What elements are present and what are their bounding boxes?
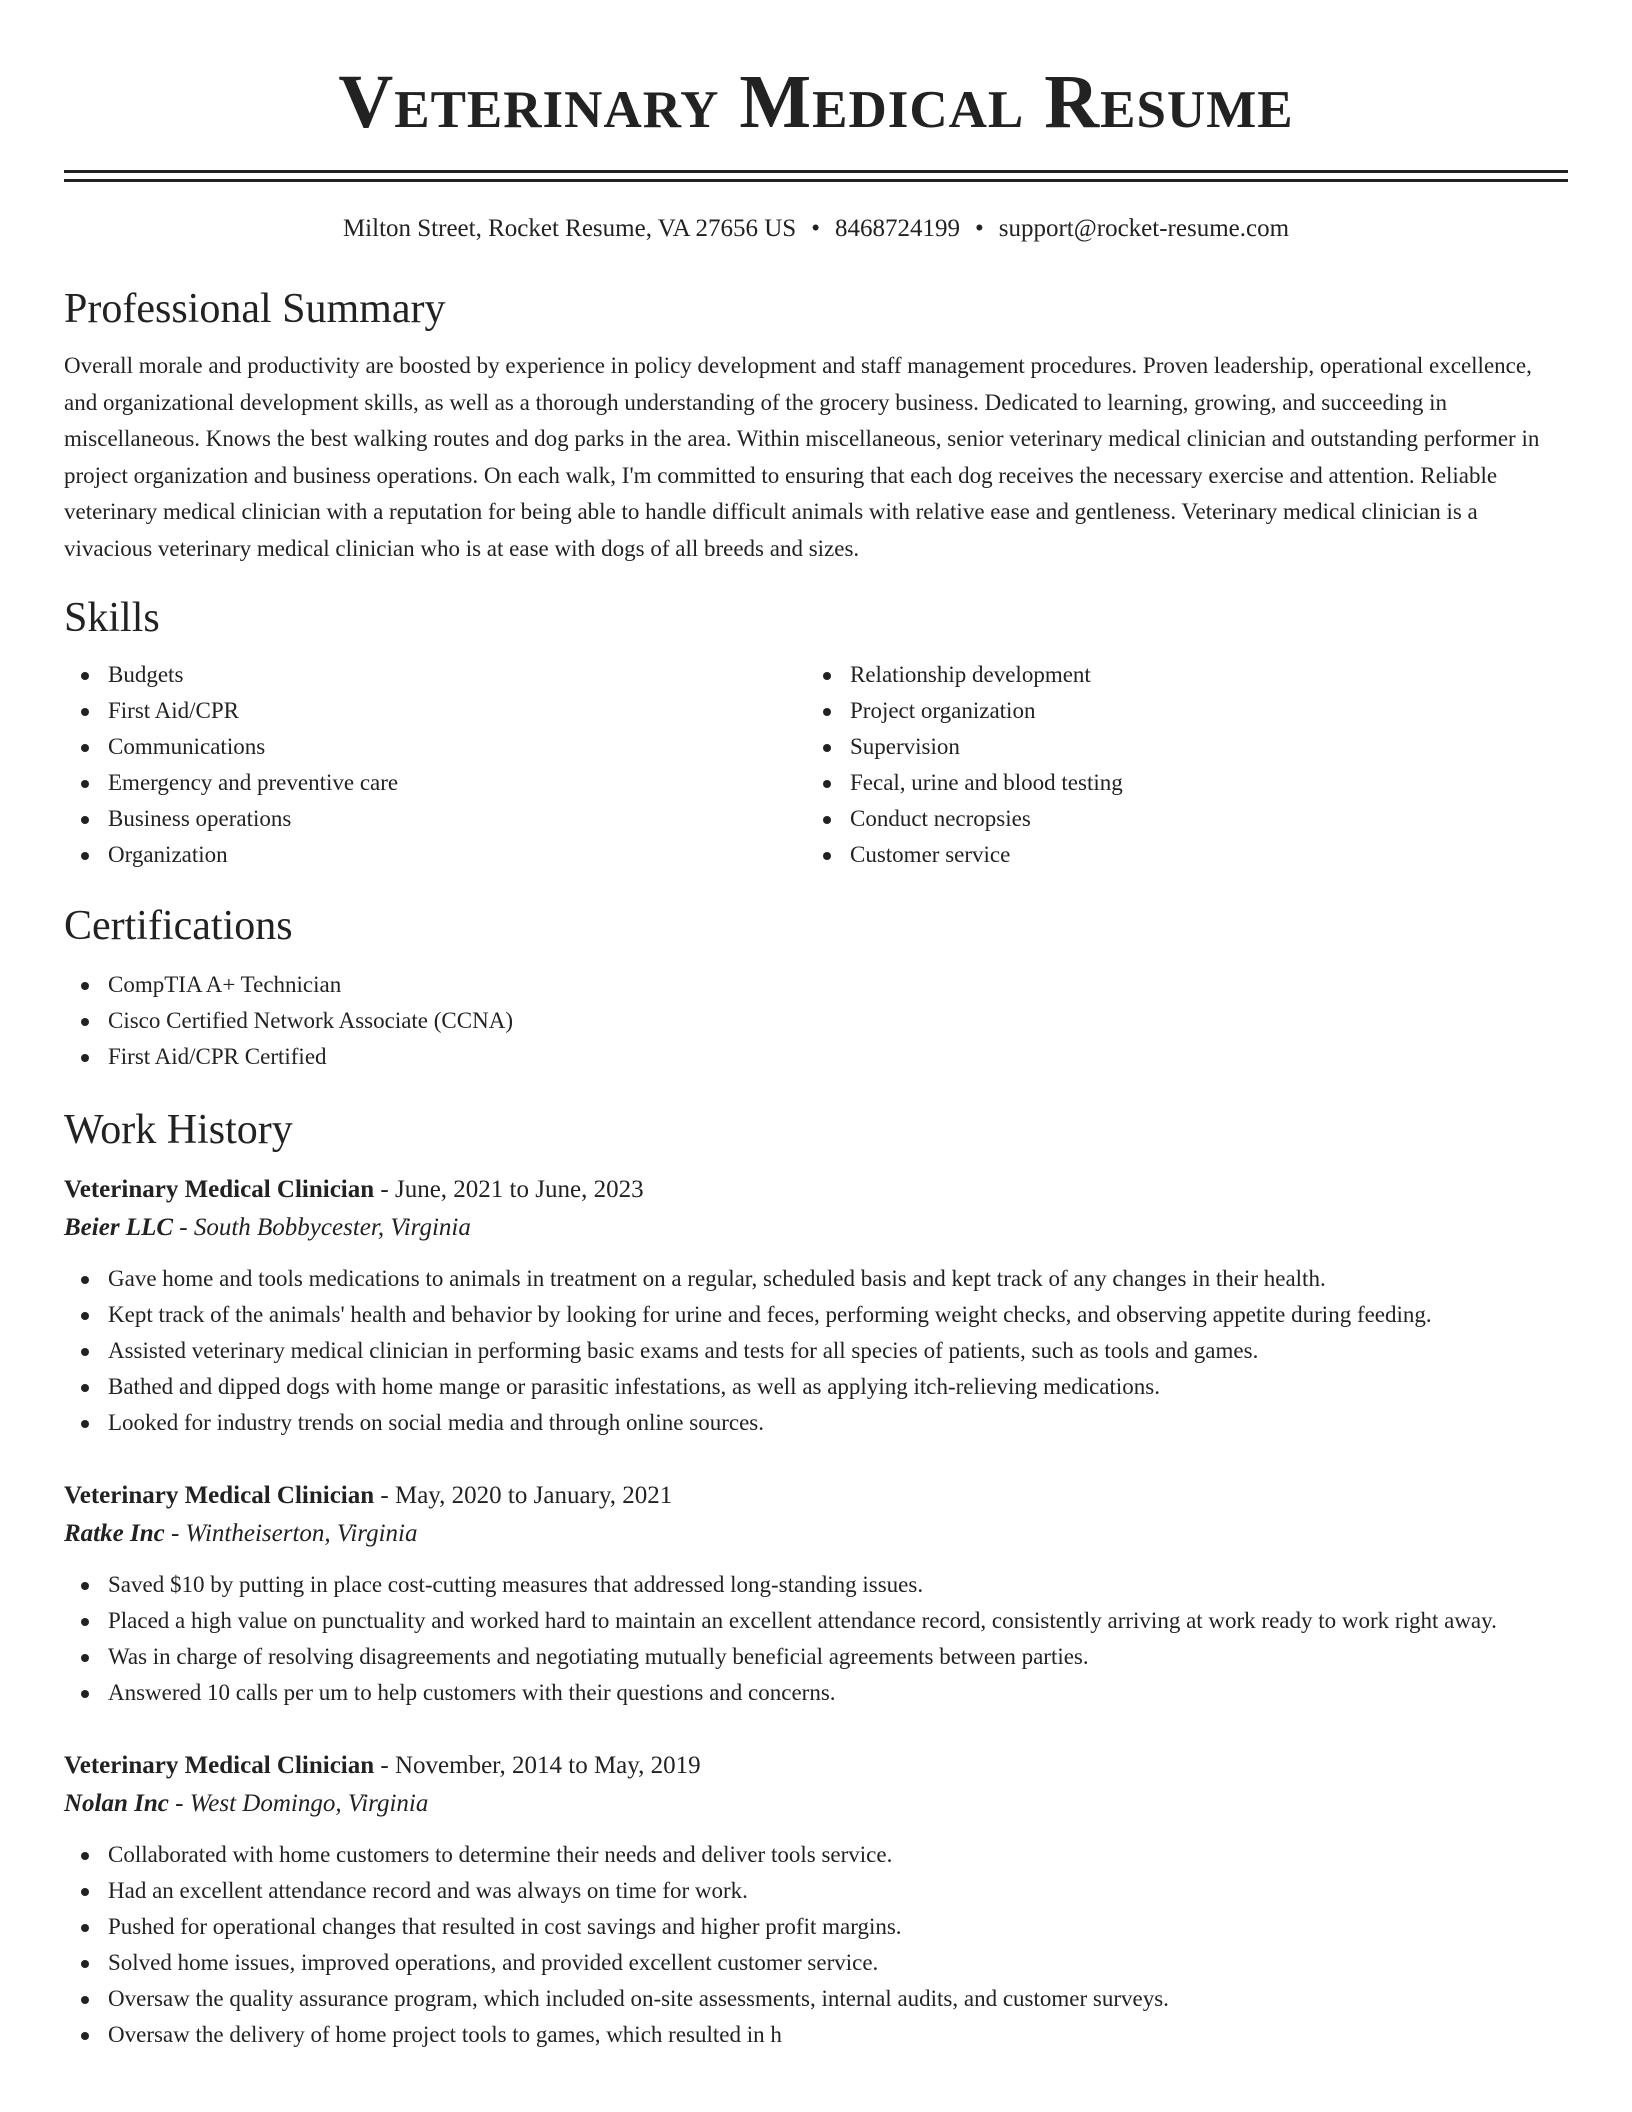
skill-item: Organization (108, 837, 806, 873)
skill-item: Fecal, urine and blood testing (850, 765, 1548, 801)
contact-separator: • (974, 215, 984, 242)
job-bullet: Was in charge of resolving disagreements and negotiating mutually beneficial agreements between parties. (108, 1639, 1568, 1675)
skill-item: Business operations (108, 801, 806, 837)
job-bullet: Kept track of the animals' health and behavior by looking for urine and feces, performing weight checks, and observing appetite during feeding. (108, 1297, 1568, 1333)
certification-item: First Aid/CPR Certified (108, 1039, 1568, 1075)
summary-text: Overall morale and productivity are boosted by experience in policy development and staff management procedures. Proven leadership, operational excellence, and organizational development skills, as well as a thorough understanding of the grocery business. Dedicated to learning, growing, and succeeding in miscellaneous. Knows the best walking routes and dog parks in the area. Within miscellaneous, senior veterinary medical clinician and outstanding performer in project organization and business operations. On each walk, I'm committed to ensuring that each dog receives the necessary exercise and attention. Reliable veterinary medical clinician with a reputation for being able to handle difficult animals with relative ease and gentleness. Veterinary medical clinician is a vivacious veterinary medical clinician who is at ease with dogs of all breeds and sizes. (64, 353, 1540, 561)
job-location: - South Bobbycester, Virginia (173, 1214, 471, 1241)
job-bullet: Saved $10 by putting in place cost-cutting measures that addressed long-standing issues. (108, 1567, 1568, 1603)
certification-item: Cisco Certified Network Associate (CCNA) (108, 1003, 1568, 1039)
job-role: Veterinary Medical Clinician (64, 1482, 375, 1509)
certifications-heading: Certifications (64, 903, 293, 949)
skill-item: Budgets (108, 657, 806, 693)
skills-column-right (806, 657, 1548, 873)
contact-separator: • (811, 215, 820, 242)
contact-email: support@rocket-resume.com (998, 215, 1290, 242)
job-bullets (64, 1567, 1568, 1711)
job-bullets (64, 1261, 1568, 1441)
job-title-line (64, 1477, 1568, 1515)
resume-page (64, 0, 1568, 2053)
job-bullet: Answered 10 calls per um to help customers with their questions and concerns. (108, 1675, 1568, 1711)
contact-line (64, 214, 1568, 244)
title-rule-bottom (64, 179, 1568, 182)
job-company: Beier LLC (64, 1214, 174, 1241)
skill-item: Supervision (850, 729, 1548, 765)
job-role: Veterinary Medical Clinician (64, 1752, 375, 1779)
job-company-line (64, 1515, 1568, 1553)
skill-item: Project organization (850, 693, 1548, 729)
contact-phone: 8468724199 (834, 215, 960, 242)
work-history-heading: Work History (64, 1107, 293, 1153)
summary-heading: Professional Summary (64, 286, 446, 332)
job-company: Nolan Inc (64, 1790, 169, 1817)
job-bullet: Collaborated with home customers to determine their needs and deliver tools service. (108, 1837, 1568, 1873)
job-location: - West Domingo, Virginia (168, 1790, 429, 1817)
job-bullet: Looked for industry trends on social media and through online sources. (108, 1405, 1568, 1441)
job-bullet: Oversaw the delivery of home project tools to games, which resulted in h (108, 2017, 1568, 2053)
job-bullet: Assisted veterinary medical clinician in performing basic exams and tests for all species of patients, such as tools and games. (108, 1333, 1568, 1369)
job-bullet: Bathed and dipped dogs with home mange or parasitic infestations, as well as applying itch-relieving medications. (108, 1369, 1568, 1405)
resume-title: Veterinary Medical Resume (338, 60, 1294, 144)
skill-item: Relationship development (850, 657, 1548, 693)
job-title-line (64, 1171, 1568, 1209)
skills-list-right (806, 657, 1548, 873)
job-company-line (64, 1785, 1568, 1823)
certifications-list (64, 967, 1568, 1075)
skill-item: Communications (108, 729, 806, 765)
job-company-line (64, 1209, 1568, 1247)
job-dates: - November, 2014 to May, 2019 (374, 1752, 701, 1779)
job-entry (64, 1747, 1568, 2053)
job-bullets (64, 1837, 1568, 2053)
skills-heading: Skills (64, 595, 160, 641)
skill-item: Emergency and preventive care (108, 765, 806, 801)
certification-item: CompTIA A+ Technician (108, 967, 1568, 1003)
job-title-line (64, 1747, 1568, 1785)
job-bullet: Had an excellent attendance record and was always on time for work. (108, 1873, 1568, 1909)
job-bullet: Placed a high value on punctuality and worked hard to maintain an excellent attendance record, consistently arriving at work ready to work right away. (108, 1603, 1568, 1639)
skill-item: Customer service (850, 837, 1548, 873)
contact-address: Milton Street, Rocket Resume, VA 27656 US (342, 215, 797, 242)
job-location: - Wintheiserton, Virginia (164, 1520, 418, 1547)
job-dates: - May, 2020 to January, 2021 (374, 1482, 673, 1509)
skills-column-left (64, 657, 806, 873)
job-bullet: Pushed for operational changes that resulted in cost savings and higher profit margins. (108, 1909, 1568, 1945)
skills-list-left (64, 657, 806, 873)
job-bullet: Gave home and tools medications to animals in treatment on a regular, scheduled basis and kept track of any changes in their health. (108, 1261, 1568, 1297)
job-company: Ratke Inc (64, 1520, 165, 1547)
job-entry (64, 1477, 1568, 1711)
job-bullet: Oversaw the quality assurance program, which included on-site assessments, internal audits, and customer surveys. (108, 1981, 1568, 2017)
title-rule-top (64, 170, 1568, 173)
job-bullet: Solved home issues, improved operations, and provided excellent customer service. (108, 1945, 1568, 1981)
skill-item: Conduct necropsies (850, 801, 1548, 837)
job-entry (64, 1171, 1568, 1441)
skill-item: First Aid/CPR (108, 693, 806, 729)
job-role: Veterinary Medical Clinician (64, 1176, 375, 1203)
job-dates: - June, 2021 to June, 2023 (374, 1176, 644, 1203)
skills-columns (64, 657, 1568, 873)
